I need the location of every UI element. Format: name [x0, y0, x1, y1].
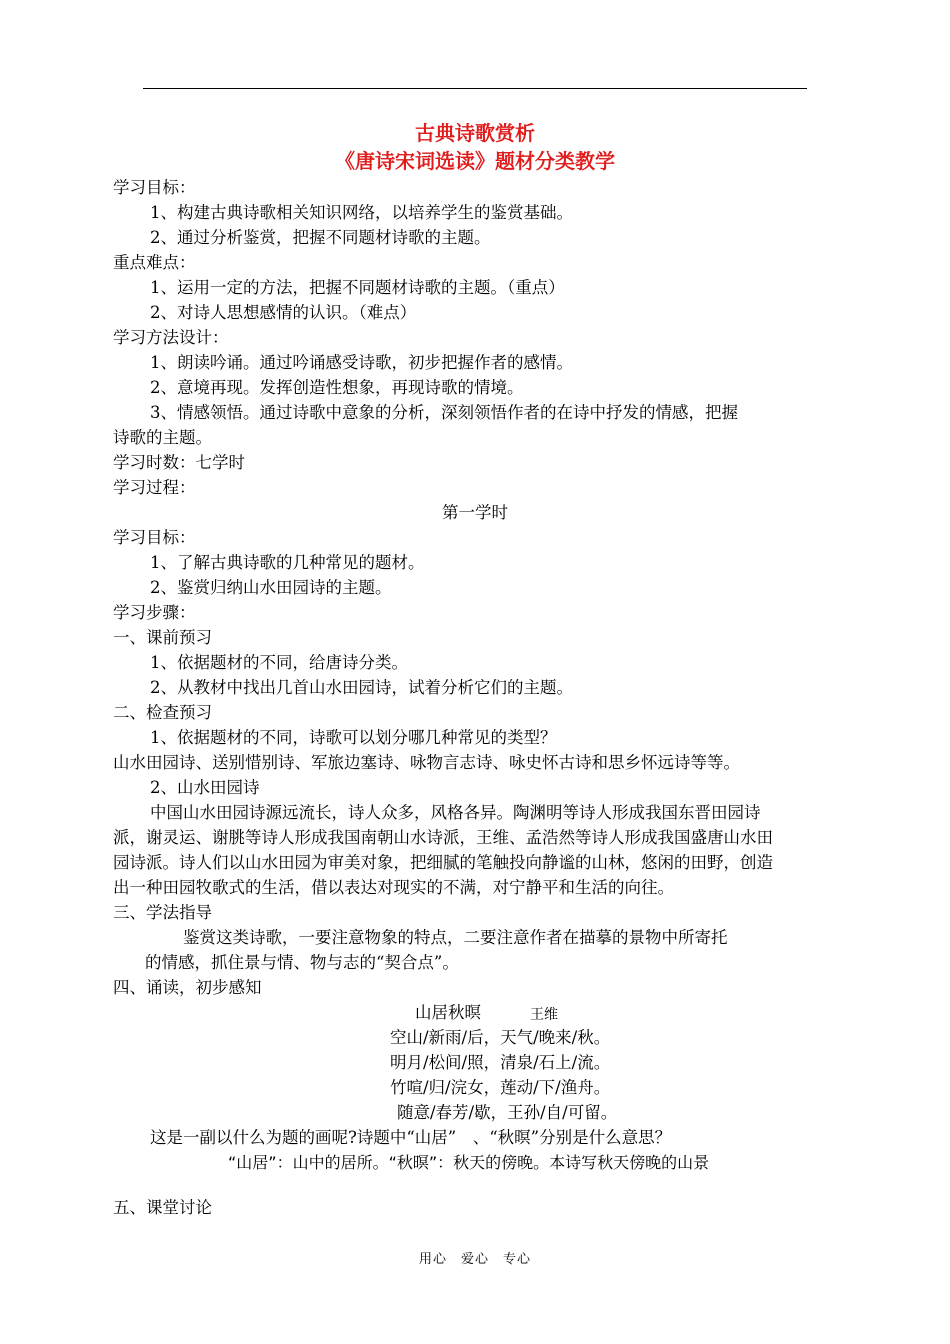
page-footer: 用心 爱心 专心 [418, 1252, 531, 1267]
paragraph-line-4: 出一种田园牧歌式的生活，借以表达对现实的不满，对宁静平和生活的向往。 [113, 878, 674, 897]
paragraph-line-2: 派，谢灵运、谢朓等诗人形成我国南朝山水诗派，王维、孟浩然等诗人形成我国盛唐山水田 [113, 828, 773, 847]
paragraph-line-1: 中国山水田园诗源远流长，诗人众多，风格各异。陶渊明等诗人形成我国东晋田园诗 [150, 803, 761, 822]
step-1-item-1: 1、依据题材的不同，给唐诗分类。 [150, 653, 408, 672]
method-2: 2、意境再现。发挥创造性想象，再现诗歌的情境。 [150, 378, 524, 397]
step-2-answer: 山水田园诗、送别惜别诗、军旅边塞诗、咏物言志诗、咏史怀古诗和思乡怀远诗等等。 [113, 753, 740, 772]
poem-title: 山居秋暝 [415, 1003, 481, 1022]
method-1: 1、朗读吟诵。通过吟诵感受诗歌，初步把握作者的感情。 [150, 353, 573, 372]
method-3: 3、情感领悟。通过诗歌中意象的分析，深刻领悟作者的在诗中抒发的情感，把握 [150, 403, 738, 422]
step-2-question: 1、依据题材的不同，诗歌可以划分哪几种常见的类型？ [150, 728, 557, 747]
step-4-heading: 四、诵读，初步感知 [113, 978, 262, 997]
paragraph-line-3: 园诗派。诗人们以山水田园为审美对象，把细腻的笔触投向静谧的山林，悠闲的田野，创造 [113, 853, 773, 872]
step-3-heading: 三、学法指导 [113, 903, 212, 922]
step-5-heading: 五、课堂讨论 [113, 1198, 212, 1217]
key-point-1: 1、运用一定的方法，把握不同题材诗歌的主题。（重点） [150, 278, 565, 297]
title-main: 古典诗歌赏析 [415, 121, 535, 145]
study-hours: 学习时数：七学时 [113, 453, 245, 472]
poem-line-3: 竹喧/归/浣女，莲动/下/渔舟。 [390, 1078, 611, 1097]
answer-line: “山居”：山中的居所。“秋暝”：秋天的傍晚。本诗写秋天傍晚的山景 [228, 1153, 710, 1172]
step-2-heading: 二、检查预习 [113, 703, 212, 722]
heading-key-points: 重点难点： [113, 253, 196, 272]
method-3-cont: 诗歌的主题。 [113, 428, 212, 447]
objective-1: 1、构建古典诗歌相关知识网络，以培养学生的鉴赏基础。 [150, 203, 573, 222]
guidance-line-1: 鉴赏这类诗歌，一要注意物象的特点，二要注意作者在描摹的景物中所寄托 [183, 928, 728, 947]
objective-2: 2、通过分析鉴赏，把握不同题材诗歌的主题。 [150, 228, 491, 247]
session-objective-2: 2、鉴赏归纳山水田园诗的主题。 [150, 578, 392, 597]
step-1-item-2: 2、从教材中找出几首山水田园诗，试着分析它们的主题。 [150, 678, 573, 697]
heading-methods: 学习方法设计： [113, 328, 229, 347]
heading-process: 学习过程： [113, 478, 196, 497]
heading-session-objectives: 学习目标： [113, 528, 196, 547]
header-rule [143, 88, 807, 89]
step-2-item-2: 2、山水田园诗 [150, 778, 260, 797]
question-line: 这是一副以什么为题的画呢?诗题中“山居” 、“秋暝”分别是什么意思？ [150, 1128, 672, 1147]
heading-objectives: 学习目标： [113, 178, 196, 197]
poem-author: 王维 [530, 1007, 558, 1023]
title-sub: 《唐诗宋词选读》题材分类教学 [335, 149, 615, 173]
heading-steps: 学习步骤： [113, 603, 196, 622]
poem-line-4: 随意/春芳/歇，王孙/自/可留。 [397, 1103, 618, 1122]
guidance-line-2: 的情感，抓住景与情、物与志的“契合点”。 [145, 953, 459, 972]
session-objective-1: 1、了解古典诗歌的几种常见的题材。 [150, 553, 425, 572]
key-point-2: 2、对诗人思想感情的认识。（难点） [150, 303, 417, 322]
session-title: 第一学时 [442, 503, 508, 522]
step-1-heading: 一、课前预习 [113, 628, 212, 647]
poem-line-1: 空山/新雨/后，天气/晚来/秋。 [390, 1028, 611, 1047]
poem-line-2: 明月/松间/照，清泉/石上/流。 [390, 1053, 611, 1072]
